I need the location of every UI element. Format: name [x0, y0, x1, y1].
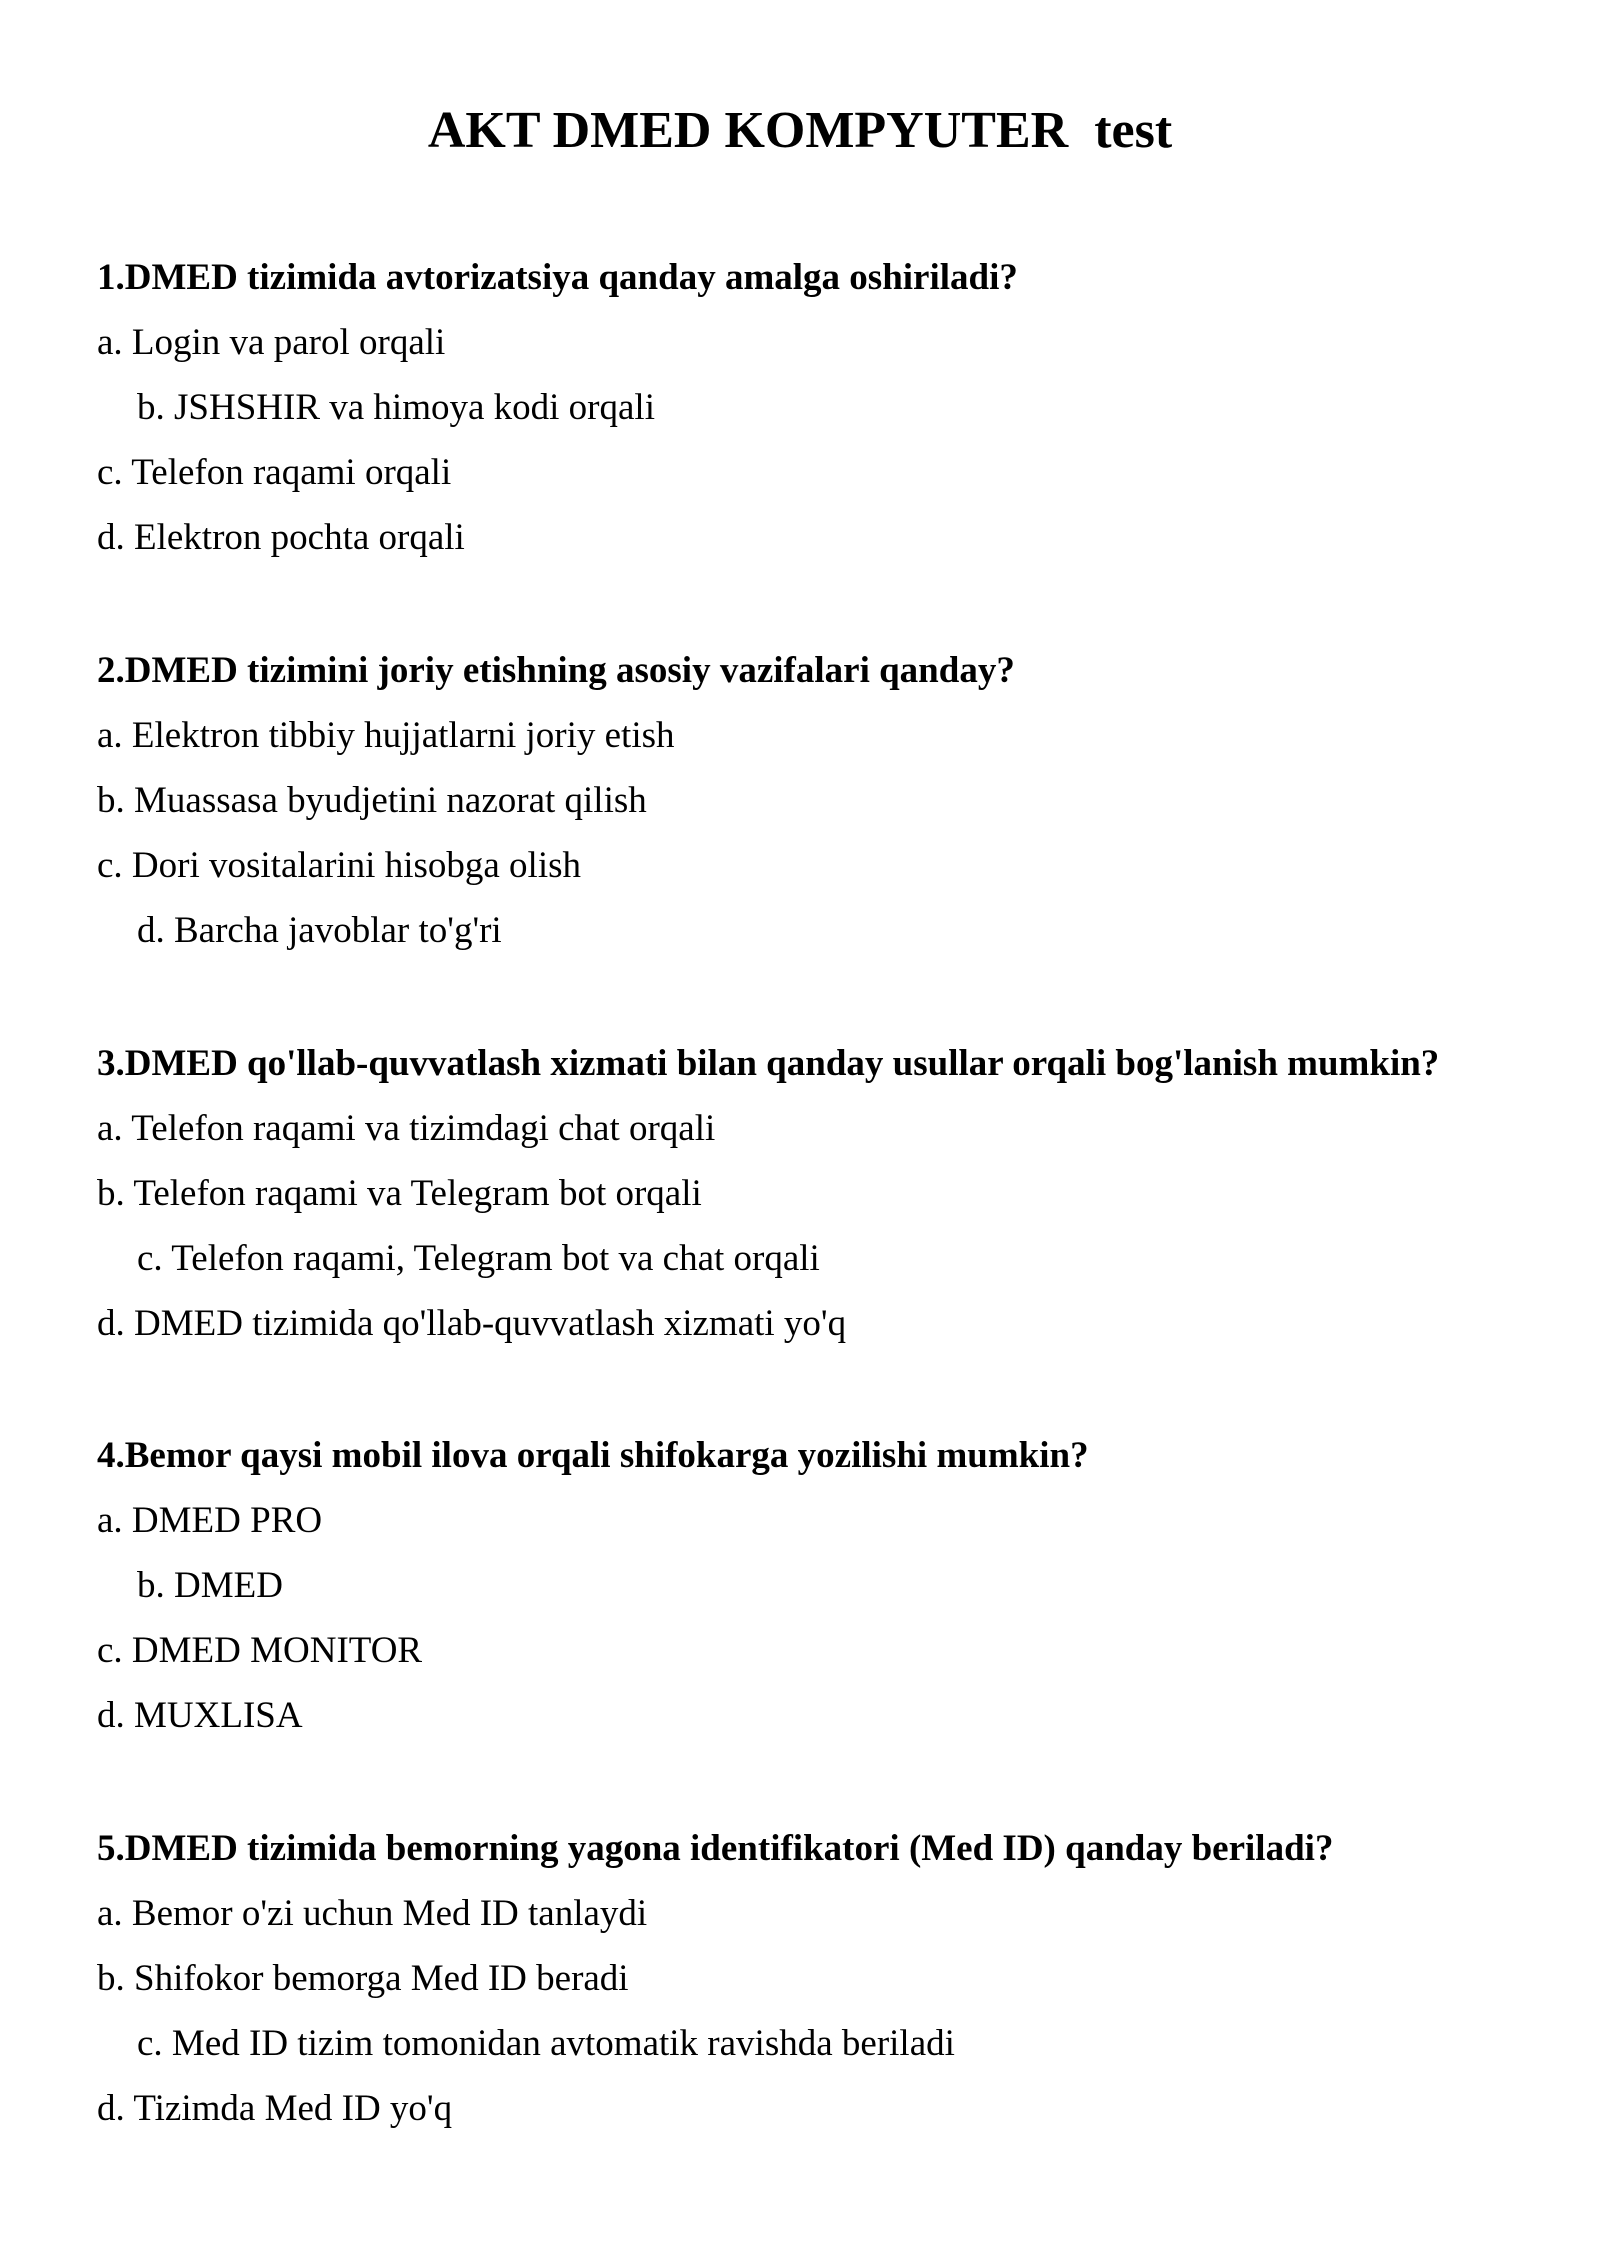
option-a: a. Login va parol orqali — [97, 322, 446, 363]
question-5 — [97, 1825, 1577, 2150]
option-b-indented: b. DMED — [137, 1565, 283, 1606]
question-3 — [97, 1040, 1577, 1365]
option-a: a. Telefon raqami va tizimdagi chat orqali — [97, 1108, 716, 1149]
option-a: a. DMED PRO — [97, 1500, 323, 1541]
question-text: 2.DMED tizimini joriy etishning asosiy vazifalari qanday? — [97, 650, 1015, 691]
option-d: d. DMED tizimida qo'llab-quvvatlash xizmati yo'q — [97, 1303, 847, 1344]
option-c-indented: c. Med ID tizim tomonidan avtomatik ravishda beriladi — [137, 2023, 955, 2064]
option-c: c. Telefon raqami orqali — [97, 452, 452, 493]
question-2 — [97, 647, 1577, 972]
option-d: d. MUXLISA — [97, 1695, 303, 1736]
option-a: a. Bemor o'zi uchun Med ID tanlaydi — [97, 1893, 648, 1934]
option-b: b. Telefon raqami va Telegram bot orqali — [97, 1173, 702, 1214]
document-title: AKT DMED KOMPYUTER test — [427, 102, 1173, 159]
option-b: b. Muassasa byudjetini nazorat qilish — [97, 780, 647, 821]
option-a: a. Elektron tibbiy hujjatlarni joriy etish — [97, 715, 675, 756]
option-c-indented: c. Telefon raqami, Telegram bot va chat orqali — [137, 1238, 820, 1279]
option-b: b. Shifokor bemorga Med ID beradi — [97, 1958, 629, 1999]
question-4 — [97, 1432, 1577, 1757]
question-1 — [97, 254, 1577, 579]
option-c: c. Dori vositalarini hisobga olish — [97, 845, 582, 886]
option-c: c. DMED MONITOR — [97, 1630, 423, 1671]
question-text: 3.DMED qo'llab-quvvatlash xizmati bilan qanday usullar orqali bog'lanish mumkin? — [97, 1043, 1440, 1084]
question-text: 1.DMED tizimida avtorizatsiya qanday amalga oshiriladi? — [97, 257, 1018, 298]
question-text: 5.DMED tizimida bemorning yagona identifikatori (Med ID) qanday beriladi? — [97, 1828, 1334, 1869]
option-d: d. Tizimda Med ID yo'q — [97, 2088, 453, 2129]
question-text: 4.Bemor qaysi mobil ilova orqali shifokarga yozilishi mumkin? — [97, 1435, 1089, 1476]
option-d: d. Elektron pochta orqali — [97, 517, 465, 558]
option-b-indented: b. JSHSHIR va himoya kodi orqali — [137, 387, 655, 428]
option-d-indented: d. Barcha javoblar to'g'ri — [137, 910, 502, 951]
